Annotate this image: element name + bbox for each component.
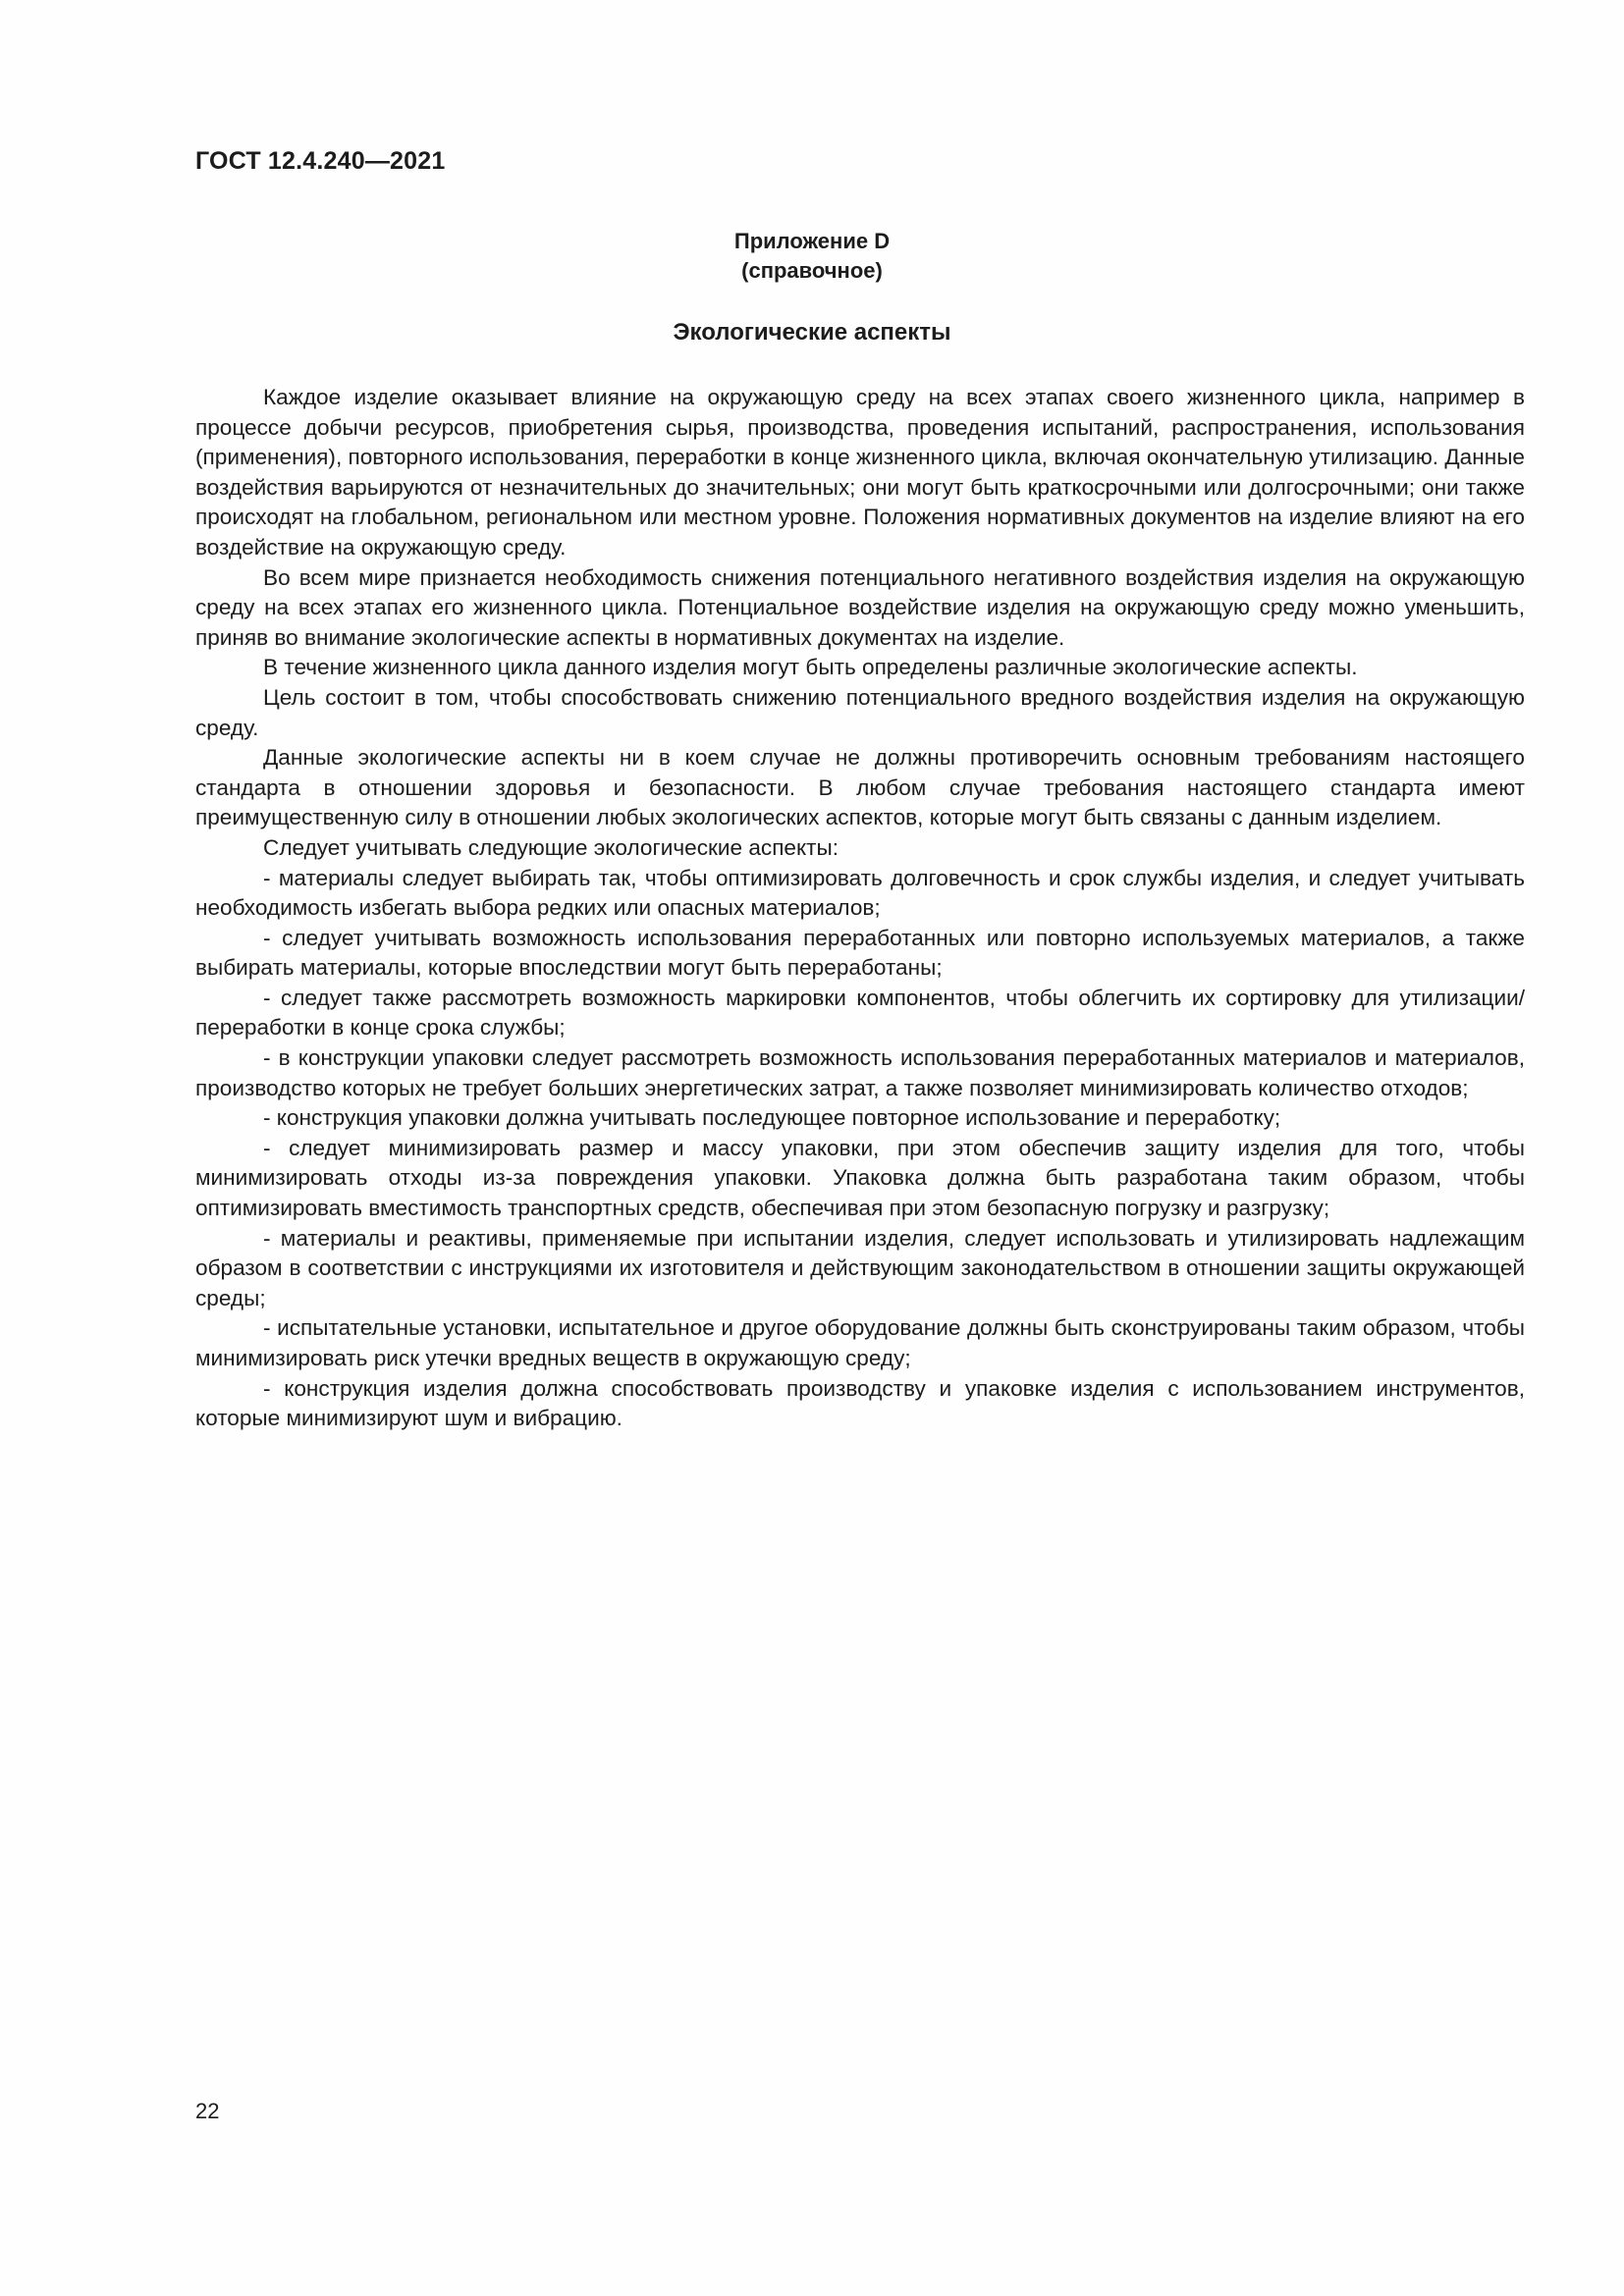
list-item: - испытательные установки, испытательное и другое оборудование должны быть сконструированы таким образом, чтобы минимизировать риск утечки вредных веществ в окружающую среду; — [195, 1315, 1525, 1370]
list-item: - материалы следует выбирать так, чтобы оптимизировать долговечность и срок службы изделия, и следует учитывать необходимость избегать выбора редких или опасных материалов; — [195, 865, 1525, 921]
document-code: ГОСТ 12.4.240—2021 — [195, 147, 446, 175]
list-item: - следует учитывать возможность использования переработанных или повторно используемых материалов, а также выбирать материалы, которые впоследствии могут быть переработаны; — [195, 925, 1525, 981]
body-text — [195, 383, 1525, 1434]
appendix-kind: (справочное) — [741, 258, 883, 283]
list-item: - материалы и реактивы, применяемые при испытании изделия, следует использовать и утилизировать надлежащим образом в соответствии с инструкциями их изготовителя и действующим законодательством в отношении защиты окружающей среды; — [195, 1225, 1525, 1310]
page-number: 22 — [195, 2099, 220, 2123]
section-title: Экологические аспекты — [673, 319, 951, 346]
appendix-title: Приложение D — [733, 229, 891, 253]
paragraph: Следует учитывать следующие экологические аспекты: — [263, 834, 839, 860]
list-item: - конструкция упаковки должна учитывать последующее повторное использование и переработку; — [263, 1105, 1281, 1131]
paragraph: В течение жизненного цикла данного изделия могут быть определены различные экологические аспекты. — [263, 655, 1358, 680]
paragraph: Каждое изделие оказывает влияние на окружающую среду на всех этапах своего жизненного цикла, например в процессе добычи ресурсов, приобретения сырья, производства, проведения испытаний, распространения, использования (применения), повторного использования, переработки в конце жизненного цикла, включая окончательную утилизацию. Данные воздействия варьируются от незначительных до значительных; они могут быть краткосрочными или долгосрочными; они также происходят на глобальном, региональном или местном уровне. Положения нормативных документов на изделие влияют на его воздействие на окружающую среду. — [195, 385, 1525, 560]
list-item: - конструкция изделия должна способствовать производству и упаковке изделия с использованием инструментов, которые минимизируют шум и вибрацию. — [195, 1375, 1525, 1431]
paragraph: Цель состоит в том, чтобы способствовать снижению потенциального вредного воздействия изделия на окружающую среду. — [195, 684, 1525, 740]
paragraph: Во всем мире признается необходимость снижения потенциального негативного воздействия изделия на окружающую среду на всех этапах его жизненного цикла. Потенциальное воздействие изделия на окружающую среду можно уменьшить, приняв во внимание экологические аспекты в нормативных документах на изделие. — [195, 564, 1525, 650]
list-item: - следует минимизировать размер и массу упаковки, при этом обеспечив защиту изделия для того, чтобы минимизировать отходы из-за повреждения упаковки. Упаковка должна быть разработана таким образом, чтобы оптимизировать вместимость транспортных средств, обеспечивая при этом безопасную погрузку и разгрузку; — [195, 1135, 1525, 1221]
list-item: - в конструкции упаковки следует рассмотреть возможность использования переработанных материалов и материалов, производство которых не требует больших энергетических затрат, а также позволяет минимизировать количество отходов; — [195, 1045, 1525, 1100]
list-item: - следует также рассмотреть возможность маркировки компонентов, чтобы облегчить их сортировку для утилизации/переработки в конце срока службы; — [195, 985, 1525, 1041]
paragraph: Данные экологические аспекты ни в коем случае не должны противоречить основным требованиям настоящего стандарта в отношении здоровья и безопасности. В любом случае требования настоящего стандарта имеют преимущественную силу в отношении любых экологических аспектов, которые могут быть связаны с данным изделием. — [195, 745, 1525, 830]
